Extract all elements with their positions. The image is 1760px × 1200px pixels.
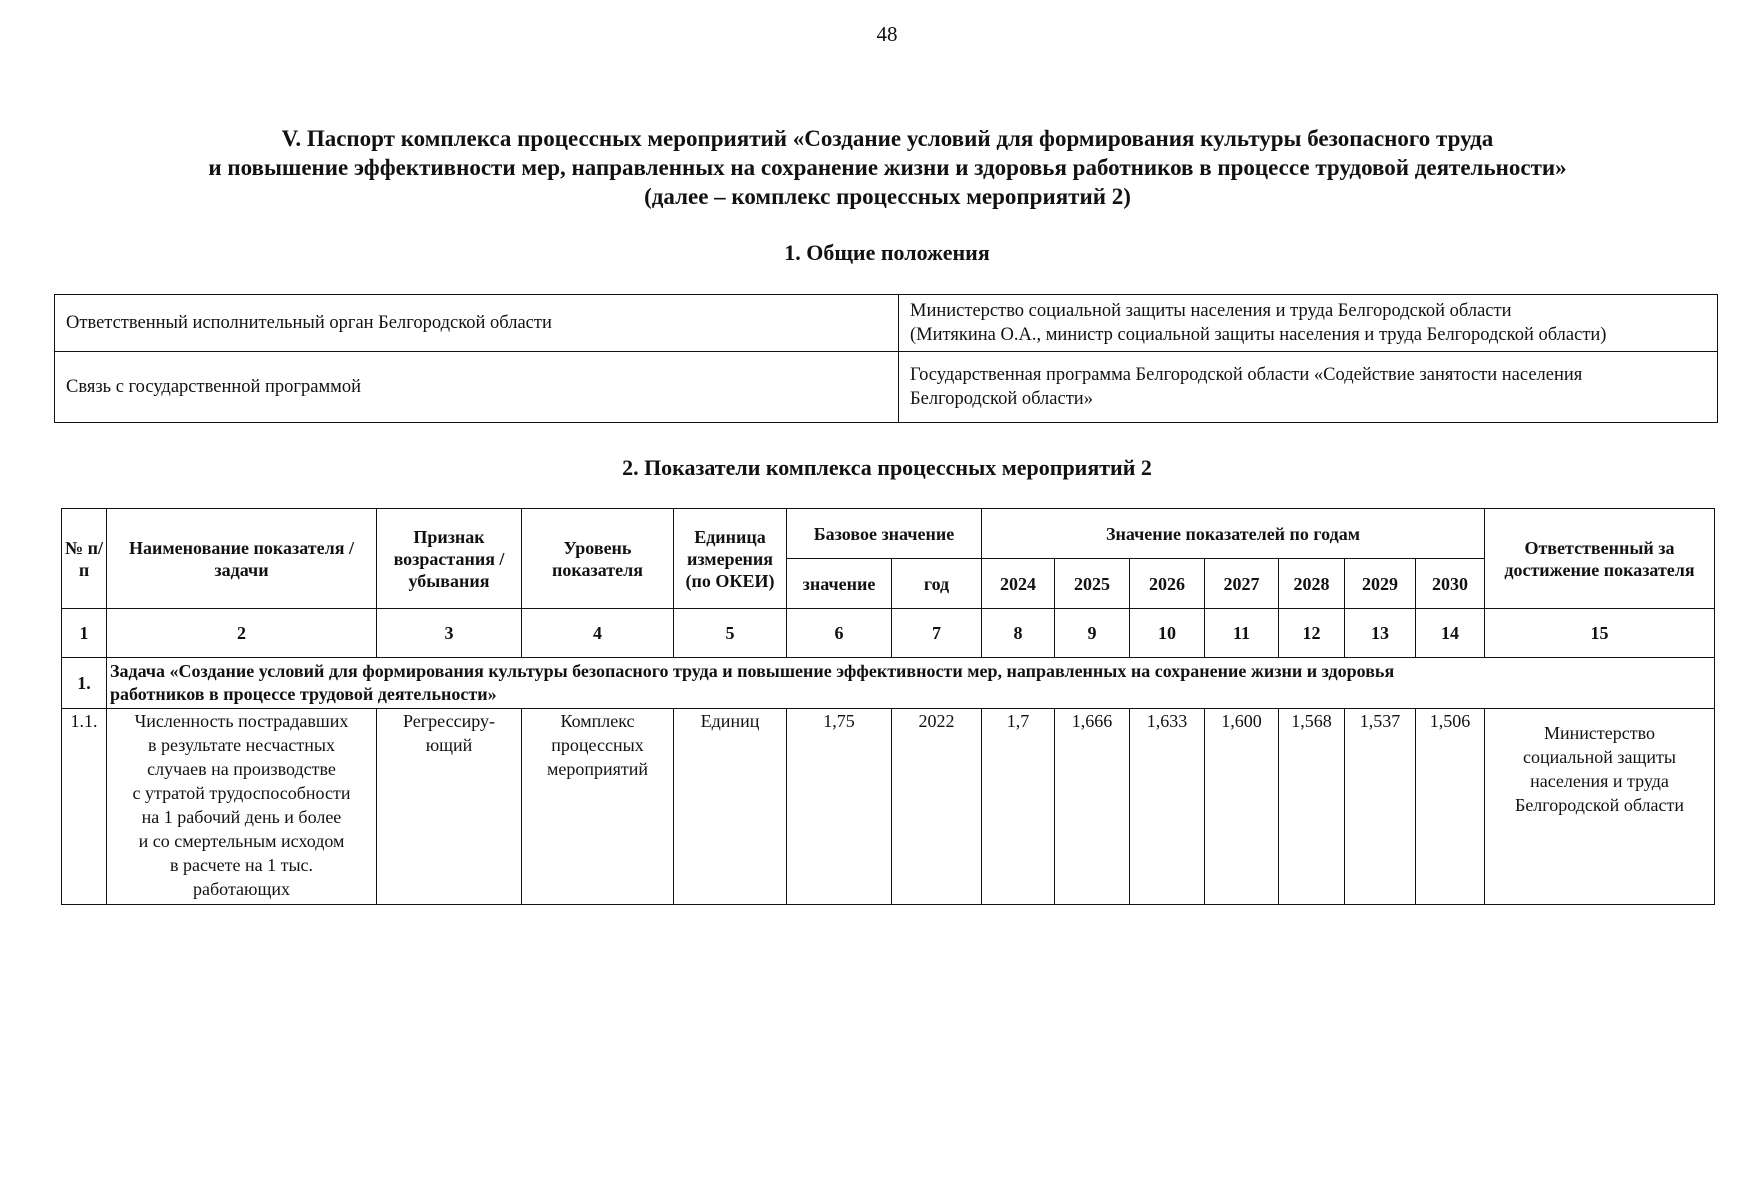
indicator-responsible bbox=[1485, 709, 1715, 905]
table-row bbox=[55, 295, 1718, 352]
task-text bbox=[107, 658, 1715, 709]
text-line: процессных bbox=[551, 735, 644, 755]
header-year: 2026 bbox=[1130, 559, 1205, 609]
text-line: Регрессиру- bbox=[403, 711, 495, 731]
indicator-base-year: 2022 bbox=[892, 709, 982, 905]
column-number: 2 bbox=[107, 609, 377, 658]
text-line: случаев на производстве bbox=[147, 759, 336, 779]
indicator-year-value: 1,7 bbox=[982, 709, 1055, 905]
task-line: работников в процессе трудовой деятельности» bbox=[110, 684, 497, 704]
indicator-year-value: 1,568 bbox=[1279, 709, 1345, 905]
header-year: 2030 bbox=[1416, 559, 1485, 609]
text-line: Численность пострадавших bbox=[134, 711, 349, 731]
task-line: Задача «Создание условий для формирования культуры безопасного труда и повышение эффективности мер, направленных на сохранение жизни и здоровья bbox=[110, 661, 1395, 681]
general-value-line: (Митякина О.А., министр социальной защиты населения и труда Белгородской области) bbox=[910, 325, 1607, 345]
text-line: Министерство bbox=[1544, 723, 1655, 743]
text-line: с утратой трудоспособности bbox=[132, 783, 351, 803]
task-row bbox=[62, 658, 1715, 709]
header-base: Базовое значение bbox=[787, 509, 982, 559]
section-heading-indicators: 2. Показатели комплекса процессных мероприятий 2 bbox=[622, 455, 1152, 480]
column-number: 4 bbox=[522, 609, 674, 658]
header-row bbox=[62, 509, 1715, 559]
title-line-3: (далее – комплекс процессных мероприятий 2) bbox=[644, 184, 1131, 209]
indicator-year-value: 1,600 bbox=[1205, 709, 1279, 905]
header-level: Уровень показателя bbox=[522, 509, 674, 609]
general-value-line: Белгородской области» bbox=[910, 389, 1093, 409]
task-number: 1. bbox=[62, 658, 107, 709]
text-line: мероприятий bbox=[546, 759, 649, 779]
general-label-cell: Связь с государственной программой bbox=[55, 352, 899, 423]
column-number: 9 bbox=[1055, 609, 1130, 658]
text-line: и со смертельным исходом bbox=[138, 831, 345, 851]
header-responsible: Ответственный за достижение показателя bbox=[1485, 509, 1715, 609]
text-line: ющий bbox=[425, 735, 473, 755]
text-line: на 1 рабочий день и более bbox=[141, 807, 342, 827]
general-value-cell bbox=[899, 295, 1718, 352]
section-heading-general: 1. Общие положения bbox=[784, 240, 990, 265]
column-number: 15 bbox=[1485, 609, 1715, 658]
text-line: в результате несчастных bbox=[148, 735, 335, 755]
indicator-number: 1.1. bbox=[62, 709, 107, 905]
column-number: 14 bbox=[1416, 609, 1485, 658]
table-row bbox=[55, 352, 1718, 423]
column-number: 10 bbox=[1130, 609, 1205, 658]
column-number: 8 bbox=[982, 609, 1055, 658]
text-line: Комплекс bbox=[560, 711, 635, 731]
header-year: 2029 bbox=[1345, 559, 1416, 609]
title-line-2: и повышение эффективности мер, направленных на сохранение жизни и здоровья работников в процессе трудовой деятельности» bbox=[208, 155, 1567, 180]
header-base-value: значение bbox=[787, 559, 892, 609]
column-number: 7 bbox=[892, 609, 982, 658]
column-number: 13 bbox=[1345, 609, 1416, 658]
header-trend: Признак возрастания / убывания bbox=[377, 509, 522, 609]
indicator-year-value: 1,506 bbox=[1416, 709, 1485, 905]
header-years-group: Значение показателей по годам bbox=[982, 509, 1485, 559]
column-number: 12 bbox=[1279, 609, 1345, 658]
general-label-cell: Ответственный исполнительный орган Белгородской области bbox=[55, 295, 899, 352]
column-number: 11 bbox=[1205, 609, 1279, 658]
general-provisions-table bbox=[54, 294, 1718, 423]
column-number-row bbox=[62, 609, 1715, 658]
column-number: 3 bbox=[377, 609, 522, 658]
header-num: № п/п bbox=[62, 509, 107, 609]
indicator-year-value: 1,633 bbox=[1130, 709, 1205, 905]
header-year: 2027 bbox=[1205, 559, 1279, 609]
column-number: 1 bbox=[62, 609, 107, 658]
indicator-trend bbox=[377, 709, 522, 905]
indicator-name bbox=[107, 709, 377, 905]
header-year: 2025 bbox=[1055, 559, 1130, 609]
indicator-year-value: 1,666 bbox=[1055, 709, 1130, 905]
header-year: 2024 bbox=[982, 559, 1055, 609]
general-value-line: Государственная программа Белгородской области «Содействие занятости населения bbox=[910, 365, 1583, 385]
table-row bbox=[62, 709, 1715, 905]
text-line: населения и труда bbox=[1530, 771, 1669, 791]
indicator-unit: Единиц bbox=[674, 709, 787, 905]
page-number: 48 bbox=[876, 22, 898, 46]
indicator-base-value: 1,75 bbox=[787, 709, 892, 905]
column-number: 5 bbox=[674, 609, 787, 658]
header-year: 2028 bbox=[1279, 559, 1345, 609]
title-line-1: V. Паспорт комплекса процессных мероприятий «Создание условий для формирования культуры безопасного труда bbox=[281, 126, 1494, 151]
column-number: 6 bbox=[787, 609, 892, 658]
text-line: работающих bbox=[193, 879, 290, 899]
indicators-table bbox=[61, 508, 1715, 905]
header-name: Наименование показателя / задачи bbox=[107, 509, 377, 609]
text-line: социальной защиты bbox=[1523, 747, 1676, 767]
indicator-year-value: 1,537 bbox=[1345, 709, 1416, 905]
general-value-line: Министерство социальной защиты населения и труда Белгородской области bbox=[910, 301, 1512, 321]
header-base-year: год bbox=[892, 559, 982, 609]
text-line: Белгородской области bbox=[1514, 795, 1684, 815]
general-value-cell bbox=[899, 352, 1718, 423]
header-unit: Единица измерения (по ОКЕИ) bbox=[674, 509, 787, 609]
text-line: в расчете на 1 тыс. bbox=[169, 855, 314, 875]
indicator-level bbox=[522, 709, 674, 905]
document-title bbox=[80, 124, 1695, 211]
